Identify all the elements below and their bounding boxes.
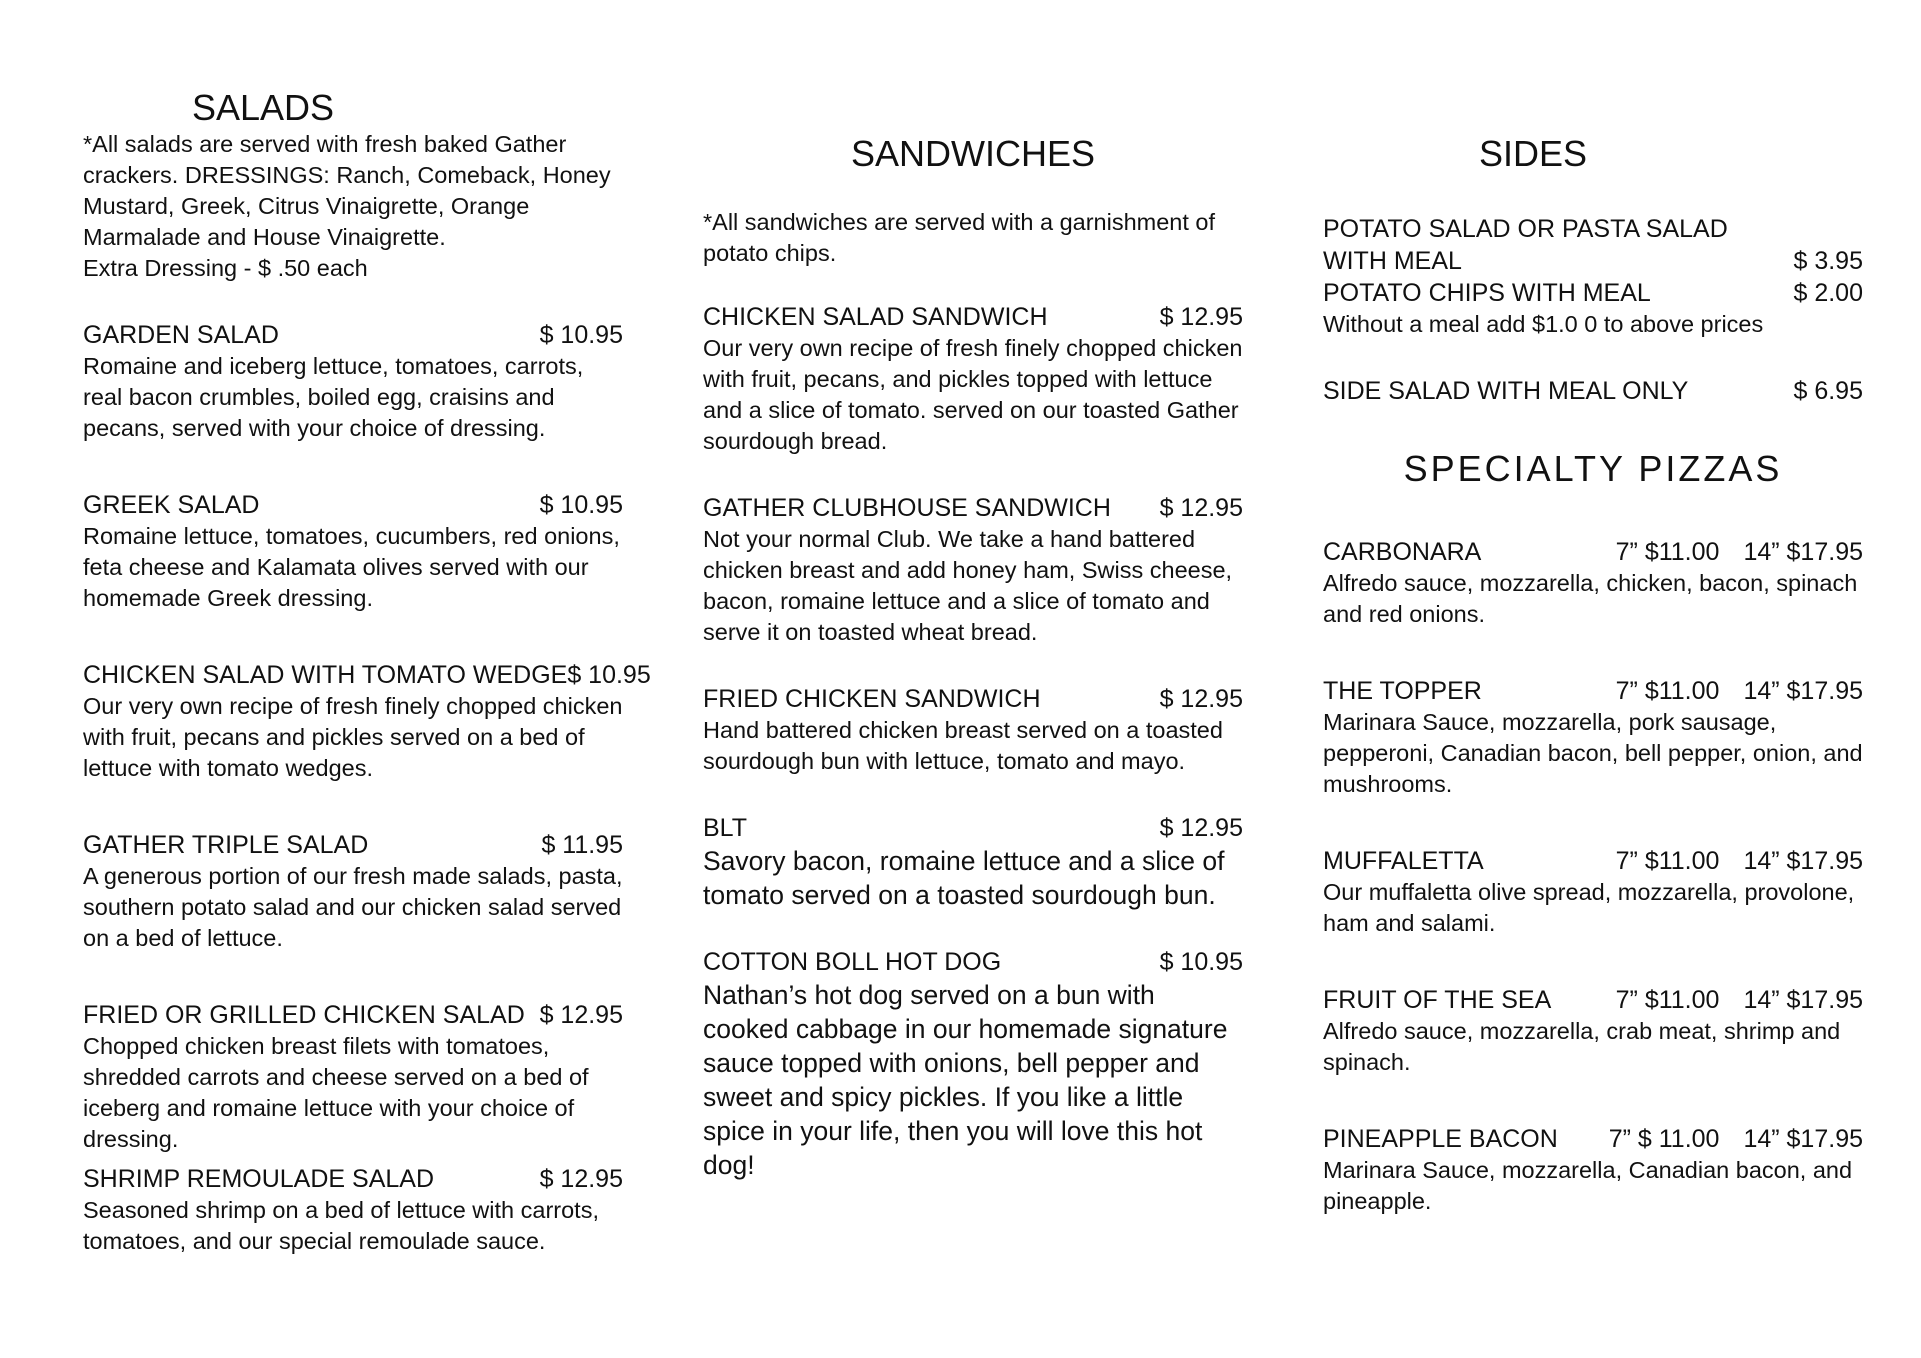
menu-item-gather-triple-salad	[83, 829, 623, 954]
item-name: THE TOPPER	[1323, 677, 1482, 706]
pizza-pineapple-bacon	[1323, 1123, 1863, 1217]
item-price: $ 6.95	[1793, 377, 1863, 406]
side-potato-chips	[1323, 277, 1863, 309]
item-name: CHICKEN SALAD WITH TOMATO WEDGE	[83, 661, 568, 690]
item-name: GARDEN SALAD	[83, 321, 279, 350]
item-name: FRUIT OF THE SEA	[1323, 986, 1552, 1015]
item-price: $ 10.95	[567, 661, 651, 690]
small-price: 7” $11.00	[1615, 538, 1720, 567]
item-description: Our very own recipe of fresh finely chopped chicken with fruit, pecans, and pickles topped with lettuce and a slice of tomato. served on our toasted Gather sourdough bread.	[703, 335, 1243, 455]
item-name: SIDE SALAD WITH MEAL ONLY	[1323, 377, 1689, 406]
item-price: $ 10.95	[539, 491, 623, 520]
item-price: $ 12.95	[539, 1165, 623, 1194]
menu-item-garden-salad	[83, 319, 623, 444]
pizza-carbonara	[1323, 536, 1863, 630]
item-description: Nathan’s hot dog served on a bun with cooked cabbage in our homemade signature sauce topped with onions, bell pepper and sweet and spicy pickles. If you like a little spice in your life, then you will love this hot dog!	[703, 980, 1228, 1181]
salads-heading: SALADS	[191, 87, 335, 128]
item-description: Chopped chicken breast filets with tomatoes, shredded carrots and cheese served on a bed of iceberg and romaine lettuce with your choice of dressing.	[83, 1033, 589, 1153]
item-description: Romaine lettuce, tomatoes, cucumbers, red onions, feta cheese and Kalamata olives served with our homemade Greek dressing.	[83, 523, 620, 612]
small-price: 7” $11.00	[1615, 986, 1720, 1015]
item-name: BLT	[703, 814, 747, 843]
large-price: 14” $17.95	[1743, 1125, 1863, 1154]
item-name: CARBONARA	[1323, 538, 1482, 567]
pizza-the-topper	[1323, 675, 1863, 800]
item-description: Our muffaletta olive spread, mozzarella, provolone, ham and salami.	[1323, 879, 1855, 937]
item-name: POTATO SALAD OR PASTA SALAD	[1323, 215, 1728, 244]
menu-item-chicken-salad-sandwich	[703, 301, 1243, 457]
without-meal-note: Without a meal add $1.0 0 to above prices	[1323, 311, 1764, 338]
item-name-continued: WITH MEAL	[1323, 247, 1462, 276]
item-price: $ 12.95	[1159, 494, 1243, 523]
item-name: PINEAPPLE BACON	[1323, 1125, 1558, 1154]
salads-column	[83, 86, 651, 1257]
item-price: $ 12.95	[1159, 303, 1243, 332]
large-price: 14” $17.95	[1743, 986, 1863, 1015]
sides-column	[1323, 132, 1863, 1217]
sides-heading: SIDES	[1478, 133, 1588, 174]
item-description: Savory bacon, romaine lettuce and a slice of tomato served on a toasted sourdough bun.	[703, 846, 1225, 911]
small-price: 7” $ 11.00	[1608, 1125, 1720, 1154]
item-description: Alfredo sauce, mozzarella, crab meat, shrimp and spinach.	[1323, 1018, 1841, 1076]
item-name: FRIED CHICKEN SANDWICH	[703, 685, 1041, 714]
menu-item-cotton-boll-hot-dog	[703, 946, 1243, 1182]
menu-item-fried-chicken-sandwich	[703, 683, 1243, 777]
pizza-muffaletta	[1323, 845, 1863, 939]
item-description: Seasoned shrimp on a bed of lettuce with carrots, tomatoes, and our special remoulade sauce.	[83, 1197, 599, 1255]
salads-note: *All salads are served with fresh baked Gather crackers. DRESSINGS: Ranch, Comeback, Honey Mustard, Greek, Citrus Vinaigrette, Orange Marmalade and House Vinaigrette.	[83, 131, 611, 251]
item-description: Hand battered chicken breast served on a toasted sourdough bun with lettuce, tomato and mayo.	[703, 717, 1223, 775]
small-price: 7” $11.00	[1615, 677, 1720, 706]
menu-item-fried-grilled-chicken-salad	[83, 999, 623, 1155]
item-price: $ 12.95	[539, 1001, 623, 1030]
side-salad	[1323, 375, 1863, 407]
sandwiches-note: *All sandwiches are served with a garnishment of potato chips.	[703, 209, 1216, 267]
item-description: A generous portion of our fresh made salads, pasta, southern potato salad and our chicken salad served on a bed of lettuce.	[83, 863, 623, 952]
sandwiches-heading: SANDWICHES	[850, 133, 1096, 174]
item-price: $ 10.95	[539, 321, 623, 350]
menu-item-chicken-salad-tomato	[83, 659, 651, 784]
large-price: 14” $17.95	[1743, 847, 1863, 876]
item-description: Not your normal Club. We take a hand battered chicken breast and add honey ham, Swiss cheese, bacon, romaine lettuce and a slice of tomato and serve it on toasted wheat bread.	[703, 526, 1233, 646]
item-name: FRIED OR GRILLED CHICKEN SALAD	[83, 1001, 525, 1030]
item-price: $ 3.95	[1793, 247, 1863, 276]
item-name: MUFFALETTA	[1323, 847, 1484, 876]
sandwiches-column	[703, 132, 1243, 1182]
item-price: $ 12.95	[1159, 814, 1243, 843]
item-name: GATHER TRIPLE SALAD	[83, 831, 369, 860]
item-name: GATHER CLUBHOUSE SANDWICH	[703, 494, 1111, 523]
item-name: COTTON BOLL HOT DOG	[703, 948, 1002, 977]
item-description: Our very own recipe of fresh finely chopped chicken with fruit, pecans and pickles served on a bed of lettuce with tomato wedges.	[83, 693, 623, 782]
item-name: SHRIMP REMOULADE SALAD	[83, 1165, 435, 1194]
large-price: 14” $17.95	[1743, 677, 1863, 706]
menu-item-shrimp-remoulade-salad	[83, 1163, 623, 1257]
item-price: $ 12.95	[1159, 685, 1243, 714]
pizza-fruit-of-the-sea	[1323, 984, 1863, 1078]
item-description: Alfredo sauce, mozzarella, chicken, bacon, spinach and red onions.	[1323, 570, 1858, 628]
item-name: POTATO CHIPS WITH MEAL	[1323, 279, 1651, 308]
side-potato-salad	[1323, 213, 1863, 277]
menu-item-greek-salad	[83, 489, 623, 614]
item-price: $ 11.95	[541, 831, 623, 860]
item-name: CHICKEN SALAD SANDWICH	[703, 303, 1048, 332]
pizzas-heading: SPECIALTY PIZZAS	[1403, 448, 1783, 490]
item-price: $ 2.00	[1793, 279, 1863, 308]
menu-item-blt	[703, 812, 1243, 912]
large-price: 14” $17.95	[1743, 538, 1863, 567]
item-description: Romaine and iceberg lettuce, tomatoes, carrots, real bacon crumbles, boiled egg, craisins and pecans, served with your choice of dressing.	[83, 353, 584, 442]
item-name: GREEK SALAD	[83, 491, 260, 520]
menu-item-gather-clubhouse-sandwich	[703, 492, 1243, 648]
extra-dressing-note: Extra Dressing - $ .50 each	[83, 255, 368, 282]
small-price: 7” $11.00	[1615, 847, 1720, 876]
item-description: Marinara Sauce, mozzarella, Canadian bacon, and pineapple.	[1323, 1157, 1853, 1215]
item-description: Marinara Sauce, mozzarella, pork sausage, pepperoni, Canadian bacon, bell pepper, onion, and mushrooms.	[1323, 709, 1863, 798]
item-price: $ 10.95	[1159, 948, 1243, 977]
